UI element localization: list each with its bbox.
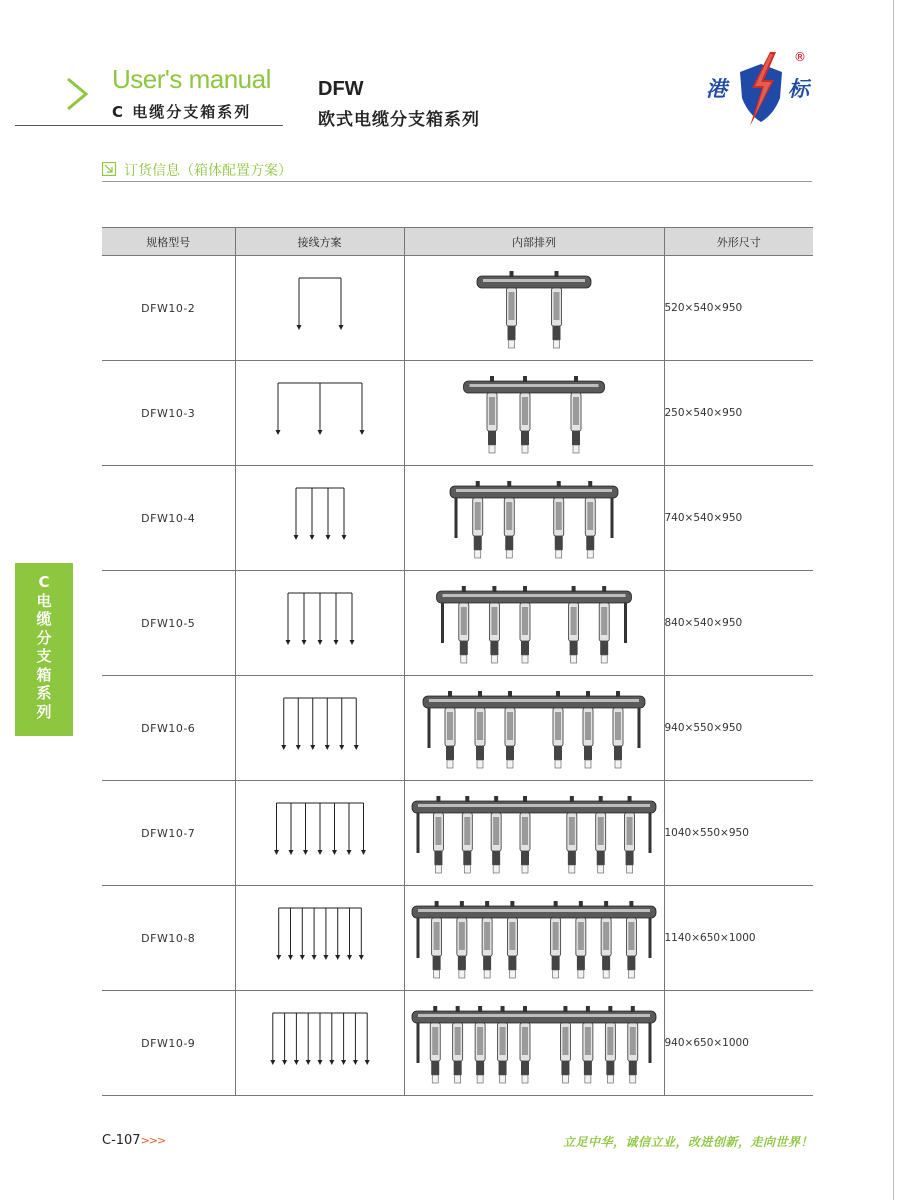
section-divider bbox=[102, 181, 812, 182]
branch-arrow-icon bbox=[317, 640, 322, 645]
table-header-row bbox=[102, 228, 813, 256]
model-cell: DFW10-9 bbox=[102, 991, 235, 1096]
branch-arrow-icon bbox=[295, 745, 300, 750]
busbar-assembly-drawing bbox=[406, 678, 662, 778]
side-tab-char: 箱 bbox=[36, 665, 52, 684]
logo-text-right: 标 bbox=[788, 76, 809, 101]
header-model: 规格型号 bbox=[102, 228, 235, 256]
branch-arrow-icon bbox=[332, 850, 337, 855]
model-cell: DFW10-5 bbox=[102, 571, 235, 676]
branch-arrow-icon bbox=[299, 955, 304, 960]
branch-arrow-icon bbox=[329, 1060, 334, 1065]
wiring-diagram bbox=[260, 583, 380, 663]
model-cell: DFW10-8 bbox=[102, 886, 235, 991]
branch-arrow-icon bbox=[353, 745, 358, 750]
arrangement-cell bbox=[404, 676, 664, 781]
busbar-highlight bbox=[443, 594, 626, 597]
branch-arrow-icon bbox=[352, 1060, 357, 1065]
branch-arrow-icon bbox=[275, 430, 280, 435]
logo-text-left: 港 bbox=[706, 76, 727, 101]
branch-arrow-icon bbox=[311, 955, 316, 960]
side-tab-char: 支 bbox=[36, 647, 52, 665]
brand-logo bbox=[706, 50, 818, 130]
branch-arrow-icon bbox=[341, 1060, 346, 1065]
busbar-assembly-drawing bbox=[406, 363, 662, 463]
branch-arrow-icon bbox=[309, 535, 314, 540]
busbar-assembly-drawing bbox=[406, 888, 662, 988]
table-row bbox=[102, 571, 813, 676]
busbar-assembly-drawing bbox=[406, 468, 662, 568]
branch-arrow-icon bbox=[296, 325, 301, 330]
table-row bbox=[102, 781, 813, 886]
wiring-cell bbox=[235, 781, 404, 886]
branch-arrow-icon bbox=[288, 955, 293, 960]
table-row bbox=[102, 886, 813, 991]
wiring-diagram bbox=[260, 478, 380, 558]
dimensions-cell: 740×540×950 bbox=[664, 466, 813, 571]
side-tab-char: C bbox=[38, 573, 50, 591]
page-edge-line bbox=[893, 0, 894, 1200]
wiring-diagram bbox=[260, 268, 380, 348]
arrangement-cell bbox=[404, 361, 664, 466]
branch-arrow-icon bbox=[361, 850, 366, 855]
series-subtitle: C 电缆分支箱系列 bbox=[112, 103, 252, 121]
table-row bbox=[102, 361, 813, 466]
wiring-diagram bbox=[260, 688, 380, 768]
company-slogan: 立足中华，诚信立业，改进创新，走向世界！ bbox=[562, 1135, 813, 1149]
wiring-cell bbox=[235, 361, 404, 466]
wiring-cell bbox=[235, 256, 404, 361]
busbar-highlight bbox=[470, 384, 599, 387]
branch-arrow-icon bbox=[338, 325, 343, 330]
dimensions-cell: 1140×650×1000 bbox=[664, 886, 813, 991]
branch-arrow-icon bbox=[270, 1060, 275, 1065]
arrangement-cell bbox=[404, 991, 664, 1096]
header-layout: 内部排列 bbox=[404, 228, 664, 256]
branch-arrow-icon bbox=[359, 430, 364, 435]
dimensions-cell: 520×540×950 bbox=[664, 256, 813, 361]
model-cell: DFW10-7 bbox=[102, 781, 235, 886]
branch-arrow-icon bbox=[282, 1060, 287, 1065]
header-dimensions: 外形尺寸 bbox=[664, 228, 813, 256]
branch-arrow-icon bbox=[333, 640, 338, 645]
model-cell: DFW10-3 bbox=[102, 361, 235, 466]
branch-arrow-icon bbox=[323, 955, 328, 960]
arrangement-cell bbox=[404, 571, 664, 676]
branch-arrow-icon bbox=[317, 850, 322, 855]
branch-arrow-icon bbox=[305, 1060, 310, 1065]
model-cell: DFW10-6 bbox=[102, 676, 235, 781]
wiring-diagram bbox=[260, 373, 380, 453]
busbar-highlight bbox=[418, 1014, 650, 1017]
branch-arrow-icon bbox=[339, 745, 344, 750]
branch-arrow-icon bbox=[347, 955, 352, 960]
side-tab-char: 缆 bbox=[36, 610, 52, 628]
branch-arrow-icon bbox=[301, 640, 306, 645]
configuration-table bbox=[102, 227, 813, 1096]
product-code: DFW bbox=[318, 78, 364, 100]
table-row bbox=[102, 676, 813, 781]
header-wiring: 接线方案 bbox=[235, 228, 404, 256]
arrangement-cell bbox=[404, 256, 664, 361]
branch-arrow-icon bbox=[364, 1060, 369, 1065]
side-tab-char: 分 bbox=[36, 628, 52, 647]
dimensions-cell: 1040×550×950 bbox=[664, 781, 813, 886]
branch-arrow-icon bbox=[325, 535, 330, 540]
wiring-cell bbox=[235, 676, 404, 781]
arrangement-cell bbox=[404, 781, 664, 886]
branch-arrow-icon bbox=[358, 955, 363, 960]
branch-arrow-icon bbox=[341, 535, 346, 540]
wiring-diagram bbox=[260, 898, 380, 978]
busbar-highlight bbox=[483, 279, 585, 282]
registered-mark: ® bbox=[794, 50, 806, 64]
branch-arrow-icon bbox=[293, 535, 298, 540]
model-cell: DFW10-4 bbox=[102, 466, 235, 571]
side-category-tab bbox=[15, 563, 73, 736]
side-tab-char: 电 bbox=[36, 591, 52, 610]
busbar-highlight bbox=[418, 909, 650, 912]
busbar-assembly-drawing bbox=[406, 783, 662, 883]
header-divider bbox=[15, 125, 283, 126]
model-cell: DFW10-2 bbox=[102, 256, 235, 361]
branch-arrow-icon bbox=[293, 1060, 298, 1065]
arrangement-cell bbox=[404, 886, 664, 991]
branch-arrow-icon bbox=[324, 745, 329, 750]
branch-arrow-icon bbox=[288, 850, 293, 855]
branch-arrow-icon bbox=[335, 955, 340, 960]
side-tab-char: 系 bbox=[36, 684, 52, 702]
wiring-diagram bbox=[260, 793, 380, 873]
branch-arrow-icon bbox=[303, 850, 308, 855]
branch-arrow-icon bbox=[317, 1060, 322, 1065]
busbar-assembly-drawing bbox=[406, 258, 662, 358]
shield-lightning-icon bbox=[734, 50, 788, 128]
busbar-highlight bbox=[418, 804, 650, 807]
branch-arrow-icon bbox=[276, 955, 281, 960]
wiring-cell bbox=[235, 886, 404, 991]
dimensions-cell: 940×550×950 bbox=[664, 676, 813, 781]
arrangement-cell bbox=[404, 466, 664, 571]
side-tab-char: 列 bbox=[36, 702, 52, 721]
wiring-cell bbox=[235, 466, 404, 571]
busbar-assembly-drawing bbox=[406, 993, 662, 1093]
dimensions-cell: 840×540×950 bbox=[664, 571, 813, 676]
branch-arrow-icon bbox=[285, 640, 290, 645]
dimensions-cell: 250×540×950 bbox=[664, 361, 813, 466]
dimensions-cell: 940×650×1000 bbox=[664, 991, 813, 1096]
section-title: 订货信息（箱体配置方案） bbox=[124, 163, 292, 179]
page-arrows: >>> bbox=[140, 1134, 166, 1147]
table-row bbox=[102, 991, 813, 1096]
branch-arrow-icon bbox=[346, 850, 351, 855]
busbar-highlight bbox=[429, 699, 639, 702]
table-row bbox=[102, 256, 813, 361]
page-number-text: C-107 bbox=[102, 1133, 141, 1148]
branch-arrow-icon bbox=[281, 745, 286, 750]
wiring-cell bbox=[235, 991, 404, 1096]
chevron-right-icon bbox=[64, 76, 90, 112]
checkbox-arrow-icon bbox=[102, 162, 118, 176]
page-number bbox=[102, 1133, 165, 1148]
wiring-diagram bbox=[260, 1003, 380, 1083]
branch-arrow-icon bbox=[349, 640, 354, 645]
manual-title: User's manual bbox=[112, 64, 271, 94]
branch-arrow-icon bbox=[310, 745, 315, 750]
wiring-cell bbox=[235, 571, 404, 676]
branch-arrow-icon bbox=[274, 850, 279, 855]
table-row bbox=[102, 466, 813, 571]
branch-arrow-icon bbox=[317, 430, 322, 435]
product-name: 欧式电缆分支箱系列 bbox=[318, 110, 480, 130]
busbar-highlight bbox=[456, 489, 612, 492]
busbar-assembly-drawing bbox=[406, 573, 662, 673]
